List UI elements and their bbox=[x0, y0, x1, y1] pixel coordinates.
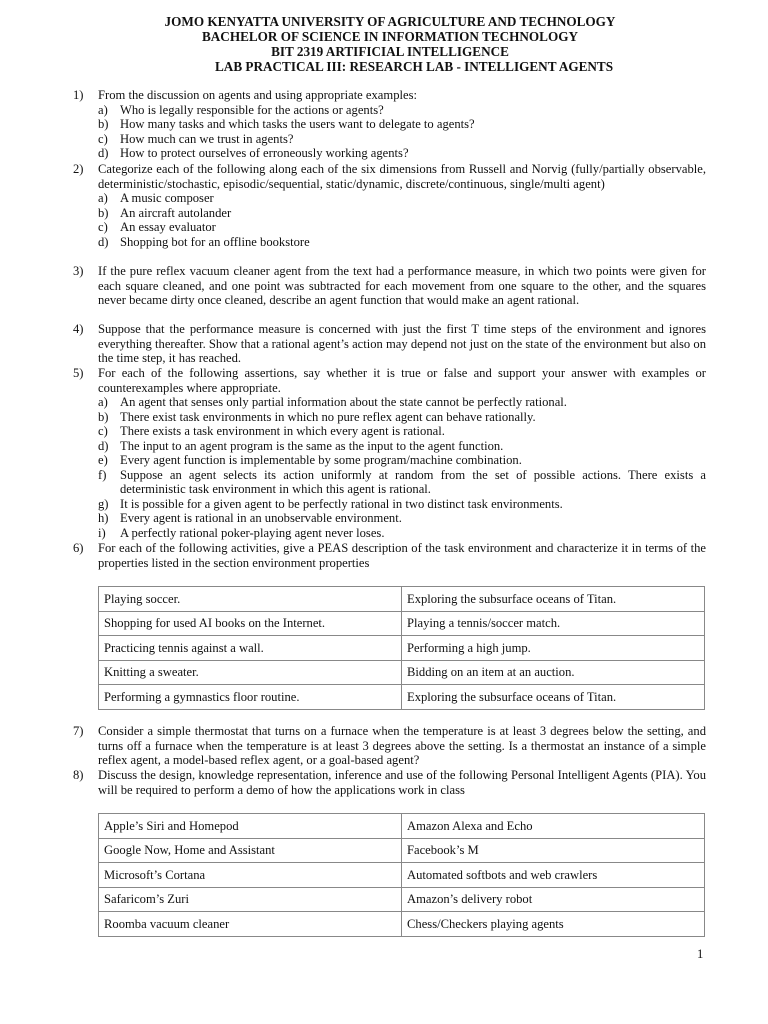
table-row bbox=[99, 636, 705, 661]
table-row bbox=[99, 838, 705, 863]
table-cell: Roomba vacuum cleaner bbox=[99, 912, 402, 937]
table-row bbox=[99, 587, 705, 612]
question-2 bbox=[73, 162, 706, 249]
table-cell: Bidding on an item at an auction. bbox=[402, 660, 705, 685]
list-item: a) Who is legally responsible for the actions or agents? bbox=[98, 102, 384, 117]
table-row bbox=[99, 887, 705, 912]
table-cell: Shopping for used AI books on the Internet. bbox=[99, 611, 402, 636]
table-cell: Practicing tennis against a wall. bbox=[99, 636, 402, 661]
pia-table bbox=[98, 813, 705, 937]
table-cell: Microsoft’s Cortana bbox=[99, 863, 402, 888]
question-1 bbox=[73, 88, 706, 161]
question-number: 1) bbox=[73, 88, 84, 102]
list-item: b) How many tasks and which tasks the users want to delegate to agents? bbox=[98, 117, 475, 131]
table-row bbox=[99, 660, 705, 685]
question-3 bbox=[73, 264, 706, 308]
question-number: 3) bbox=[73, 264, 84, 278]
list-item: a) An agent that senses only partial information about the state cannot be perfectly rational. bbox=[98, 395, 567, 409]
question-7 bbox=[73, 724, 706, 768]
question-number: 8) bbox=[73, 768, 84, 782]
list-item: c) An essay evaluator bbox=[98, 220, 216, 234]
question-items bbox=[98, 395, 706, 540]
table-cell: Performing a high jump. bbox=[402, 636, 705, 661]
question-text: Categorize each of the following along each of the six dimensions from Russell and Norvig (fully/partially observable, deterministic/stochastic, episodic/sequential, static/dynamic, discrete/continuous, single/multi agent) bbox=[98, 162, 706, 191]
table-row bbox=[99, 685, 705, 710]
question-text: If the pure reflex vacuum cleaner agent from the text had a performance measure, in which two points were given for each square cleaned, and one point was subtracted for each movement from one square to the other, and the squares never became dirty once cleaned, describe an agent function that would make an agent rational. bbox=[98, 264, 706, 307]
table-cell: Amazon’s delivery robot bbox=[402, 887, 705, 912]
lab-title: LAB PRACTICAL III: RESEARCH LAB - INTELLIGENT AGENTS bbox=[215, 59, 614, 74]
table-cell: Amazon Alexa and Echo bbox=[402, 814, 705, 839]
page-number: 1 bbox=[697, 947, 704, 961]
table-cell: Knitting a sweater. bbox=[99, 660, 402, 685]
table-row bbox=[99, 863, 705, 888]
table-cell: Playing a tennis/soccer match. bbox=[402, 611, 705, 636]
table-cell: Safaricom’s Zuri bbox=[99, 887, 402, 912]
question-number: 7) bbox=[73, 724, 84, 738]
list-item: f) Suppose an agent selects its action uniformly at random from the set of possible actions. There exists a deterministic task environment in which this agent is rational. bbox=[98, 467, 706, 496]
question-items bbox=[98, 191, 706, 249]
question-text: Discuss the design, knowledge representation, inference and use of the following Personal Intelligent Agents (PIA). You will be required to perform a demo of how the applications work in class bbox=[98, 768, 706, 797]
question-4 bbox=[73, 322, 706, 366]
table-cell: Playing soccer. bbox=[99, 587, 402, 612]
list-item: c) There exists a task environment in which every agent is rational. bbox=[98, 424, 445, 438]
degree-title: BACHELOR OF SCIENCE IN INFORMATION TECHNOLOGY bbox=[201, 29, 578, 44]
question-text: Consider a simple thermostat that turns on a furnace when the temperature is at least 3 degrees below the setting, and turns off a furnace when the temperature is at least 3 degrees above the setting. Is a thermostat an instance of a simple reflex agent, a model-based reflex agent, or a goal-based agent? bbox=[98, 724, 706, 767]
table-cell: Performing a gymnastics floor routine. bbox=[99, 685, 402, 710]
question-text: Suppose that the performance measure is concerned with just the first T time steps of the environment and ignores everything thereafter. Show that a rational agent’s action may depend not just on the state of the environment but also on the time step, it has reached. bbox=[98, 322, 706, 365]
question-number: 5) bbox=[73, 366, 84, 380]
list-item: d) The input to an agent program is the same as the input to the agent function. bbox=[98, 438, 504, 453]
table-row bbox=[99, 611, 705, 636]
list-item: e) Every agent function is implementable by some program/machine combination. bbox=[98, 453, 522, 467]
question-items bbox=[98, 103, 706, 161]
list-item: i) A perfectly rational poker-playing agent never loses. bbox=[98, 525, 385, 540]
table-row bbox=[99, 912, 705, 937]
table-cell: Apple’s Siri and Homepod bbox=[99, 814, 402, 839]
list-item: d) Shopping bot for an offline bookstore bbox=[98, 234, 310, 249]
list-item: g) It is possible for a given agent to be perfectly rational in two distinct task environments. bbox=[98, 496, 563, 511]
question-6 bbox=[73, 541, 706, 570]
table-cell: Google Now, Home and Assistant bbox=[99, 838, 402, 863]
question-8 bbox=[73, 768, 706, 797]
table-cell: Automated softbots and web crawlers bbox=[402, 863, 705, 888]
activities-table bbox=[98, 586, 705, 710]
list-item: h) Every agent is rational in an unobservable environment. bbox=[98, 511, 402, 525]
question-text: For each of the following assertions, say whether it is true or false and support your answer with examples or counterexamples where appropriate. bbox=[98, 366, 706, 395]
table-cell: Facebook’s M bbox=[402, 838, 705, 863]
question-number: 2) bbox=[73, 162, 84, 176]
list-item: d) How to protect ourselves of erroneously working agents? bbox=[98, 146, 409, 160]
question-number: 6) bbox=[73, 541, 84, 555]
question-text: From the discussion on agents and using appropriate examples: bbox=[98, 88, 417, 102]
list-item: c) How much can we trust in agents? bbox=[98, 131, 294, 146]
table-cell: Exploring the subsurface oceans of Titan. bbox=[402, 587, 705, 612]
table-cell: Exploring the subsurface oceans of Titan. bbox=[402, 685, 705, 710]
university-title: JOMO KENYATTA UNIVERSITY OF AGRICULTURE AND TECHNOLOGY bbox=[164, 14, 616, 29]
list-item: b) There exist task environments in which no pure reflex agent can behave rationally. bbox=[98, 409, 536, 424]
course-title: BIT 2319 ARTIFICIAL INTELLIGENCE bbox=[271, 44, 509, 59]
list-item: a) A music composer bbox=[98, 191, 214, 205]
question-text: For each of the following activities, give a PEAS description of the task environment and characterize it in terms of the properties listed in the section environment properties bbox=[98, 541, 706, 570]
table-cell: Chess/Checkers playing agents bbox=[402, 912, 705, 937]
list-item: b) An aircraft autolander bbox=[98, 205, 232, 220]
table-row bbox=[99, 814, 705, 839]
question-number: 4) bbox=[73, 322, 84, 336]
question-5 bbox=[73, 366, 706, 540]
